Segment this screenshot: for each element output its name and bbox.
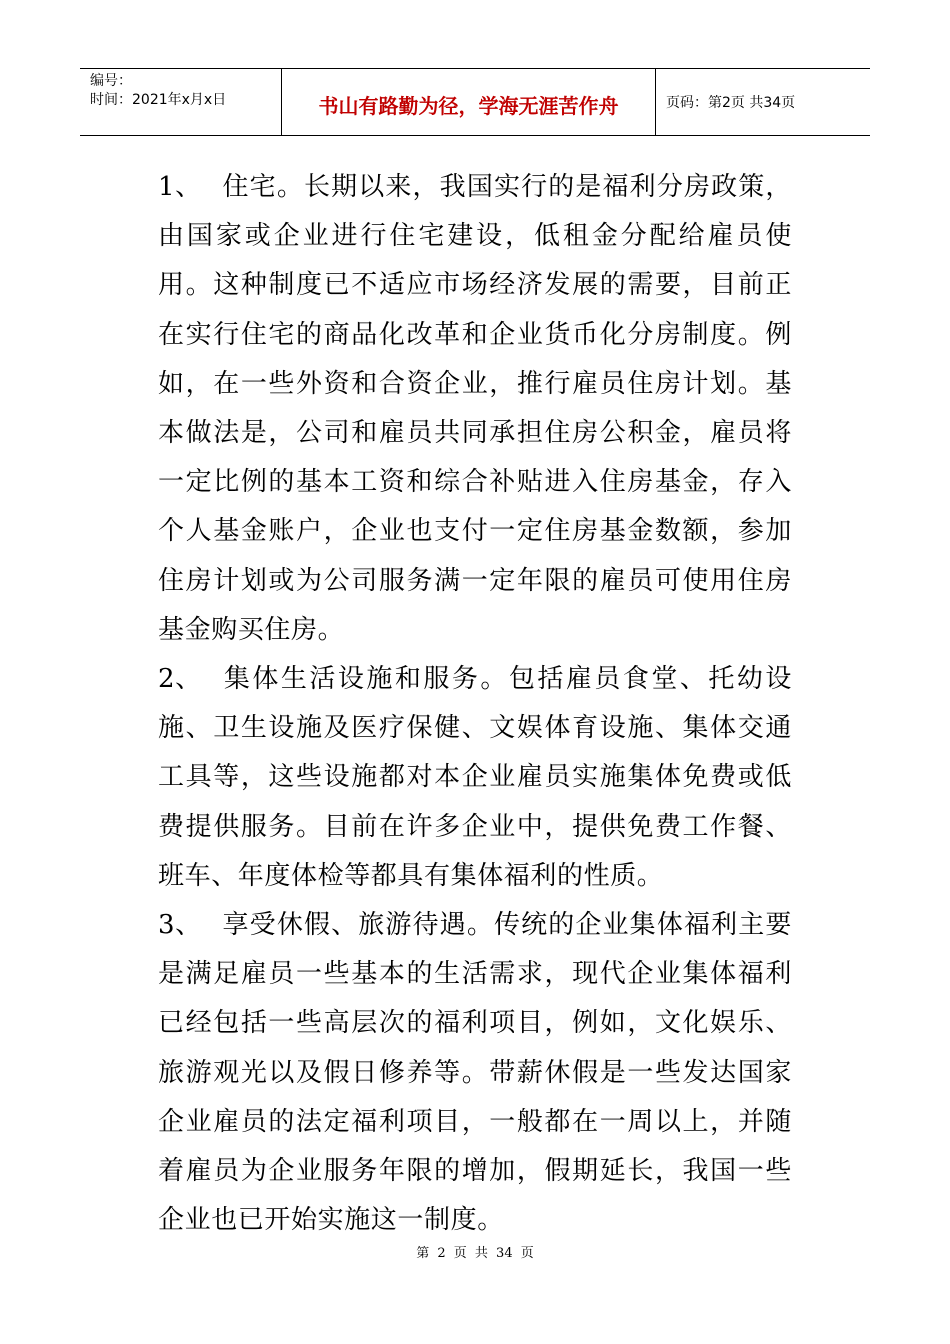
paragraph-number: 2、 [158,664,202,695]
paragraph-number: 1、 [158,172,202,202]
header-meta-cell [80,69,282,135]
paragraph-text: 集体生活设施和服务。包括雇员食堂、托幼设施、卫生设施及医疗保健、文娱体育设施、集体交通工具等，这些设施都对本企业雇员实施集体免费或低费提供服务。目前在许多企业中，提供免费工作餐、班车、年度体检等都具有集体福利的性质。 [158,664,792,891]
paragraph-housing [158,163,792,655]
header-page-cell [656,69,870,135]
page-header [80,68,870,136]
header-motto-cell [282,69,656,135]
header-page-info: 页码：第2页 共34页 [666,95,796,111]
paragraph-text: 享受休假、旅游待遇。传统的企业集体福利主要是满足雇员一些基本的生活需求，现代企业集体福利已经包括一些高层次的福利项目，例如，文化娱乐、旅游观光以及假日修养等。带薪休假是一些发达国家企业雇员的法定福利项目，一般都在一周以上，并随着雇员为企业服务年限的增加，假期延长，我国一些企业也已开始实施这一制度。 [158,910,792,1236]
document-code-label: 编号： [90,73,132,89]
page-footer: 第 2 页 共 34 页 [416,1246,534,1261]
document-body [158,163,792,1245]
header-motto: 书山有路勤为径，学海无涯苦作舟 [318,94,619,118]
paragraph-vacation-travel [158,901,792,1245]
paragraph-number: 3、 [158,910,202,941]
paragraph-text: 住宅。长期以来，我国实行的是福利分房政策，由国家或企业进行住宅建设，低租金分配给雇员使用。这种制度已不适应市场经济发展的需要，目前正在实行住宅的商品化改革和企业货币化分房制度。例如，在一些外资和合资企业，推行雇员住房计划。基本做法是，公司和雇员共同承担住房公积金，雇员将一定比例的基本工资和综合补贴进入住房基金，存入个人基金账户，企业也支付一定住房基金数额，参加住房计划或为公司服务满一定年限的雇员可使用住房基金购买住房。 [158,172,792,645]
paragraph-collective-facilities [158,655,792,901]
document-date-label: 时间：2021年x月x日 [90,92,227,108]
